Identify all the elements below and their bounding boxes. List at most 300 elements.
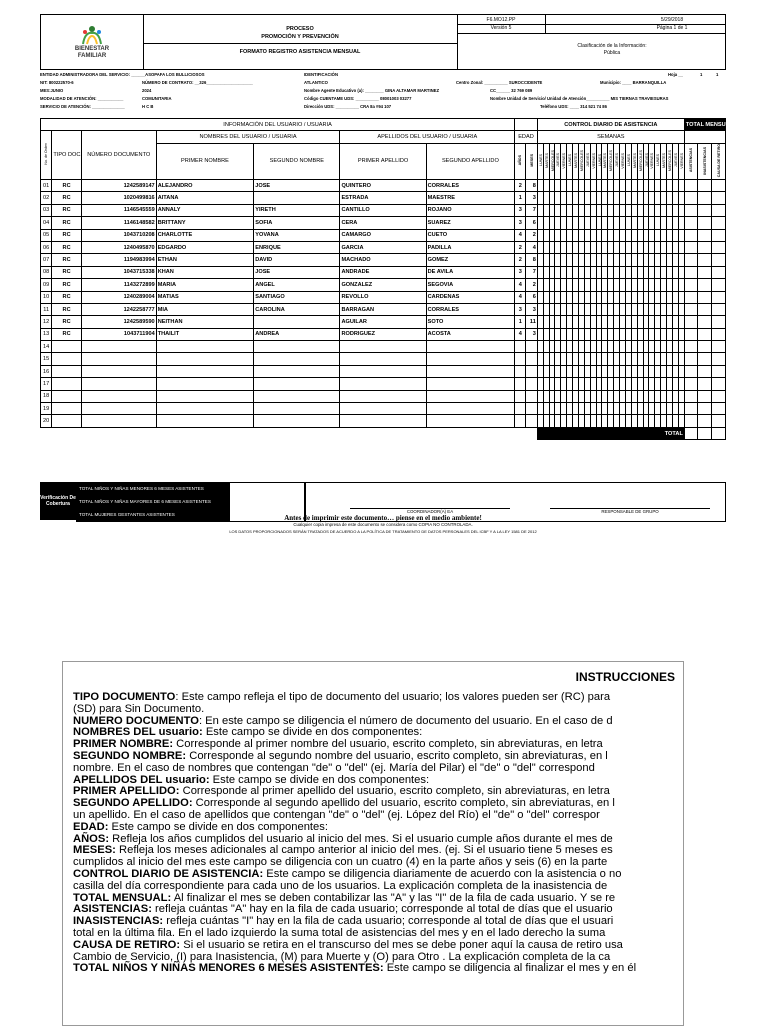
total-cell[interactable] — [684, 266, 698, 278]
second-surname[interactable] — [426, 353, 515, 365]
age-years[interactable]: 3 — [515, 303, 526, 315]
age-months[interactable]: 3 — [526, 192, 537, 204]
second-surname[interactable]: DE AVILA — [426, 266, 515, 278]
address: Dirección UDS: __________ CRA 8a #94 107 — [304, 104, 392, 109]
instruction-text: refleja cuántas "A" hay en la fila de cada usuario; corresponde al total de días que el usuario — [151, 903, 613, 916]
total-cell[interactable] — [712, 341, 726, 353]
doc-number[interactable] — [81, 341, 156, 353]
age-months[interactable]: 6 — [526, 291, 537, 303]
doc-number[interactable]: 1143272899 — [81, 279, 156, 291]
second-surname[interactable]: SEGOVIA — [426, 279, 515, 291]
second-name[interactable] — [254, 415, 340, 427]
total-cell[interactable] — [684, 365, 698, 377]
instruction-term: ASISTENCIAS: — [73, 903, 152, 916]
age-months[interactable] — [526, 353, 537, 365]
first-surname[interactable]: GARCIA — [340, 241, 426, 253]
instruction-text: Refleja los años cumplidos del usuario al inicio del mes. Si el usuario cumple años durante el mes de — [109, 832, 613, 845]
grand-total-cell[interactable] — [712, 427, 726, 439]
col-attend: ASISTENCIAS — [689, 148, 694, 173]
age-months[interactable]: 6 — [526, 217, 537, 229]
doc-type[interactable] — [52, 403, 81, 415]
row-number[interactable]: 04 — [41, 217, 52, 229]
doc-type[interactable]: RC — [52, 180, 81, 192]
second-name[interactable] — [254, 316, 340, 328]
doc-type[interactable]: RC — [52, 303, 81, 315]
total-cell[interactable] — [684, 378, 698, 390]
doc-type[interactable]: RC — [52, 328, 81, 340]
col-first-surname: PRIMER APELLIDO — [340, 143, 426, 179]
total-cell[interactable] — [712, 204, 726, 216]
second-surname[interactable]: ACOSTA — [426, 328, 515, 340]
first-surname[interactable]: REVOLLO — [340, 291, 426, 303]
first-name[interactable]: MATIAS — [156, 291, 254, 303]
total-cell[interactable] — [712, 279, 726, 291]
first-name[interactable]: KHAN — [156, 266, 254, 278]
row-number[interactable]: 09 — [41, 279, 52, 291]
table-row — [41, 303, 726, 315]
age-years[interactable] — [515, 390, 526, 402]
first-surname[interactable]: CAMARGO — [340, 229, 426, 241]
total-cell[interactable] — [684, 192, 698, 204]
age-months[interactable]: 2 — [526, 229, 537, 241]
age-years[interactable] — [515, 378, 526, 390]
instruction-term: APELLIDOS DEL usuario: — [73, 773, 210, 786]
brand-line-1: BIENESTAR — [74, 46, 110, 52]
row-number[interactable]: 15 — [41, 353, 52, 365]
second-name[interactable]: SANTIAGO — [254, 291, 340, 303]
age-years[interactable]: 2 — [515, 254, 526, 266]
row-number[interactable]: 13 — [41, 328, 52, 340]
age-months[interactable]: 3 — [526, 328, 537, 340]
attendance-form — [40, 14, 734, 534]
first-surname[interactable] — [340, 415, 426, 427]
age-years[interactable]: 2 — [515, 180, 526, 192]
municipality: Municipio: ____ BARRANQUILLA — [600, 80, 667, 85]
second-surname[interactable]: PADILLA — [426, 241, 515, 253]
age-years[interactable] — [515, 365, 526, 377]
table-row — [41, 328, 726, 340]
doc-type[interactable]: RC — [52, 241, 81, 253]
row-number[interactable]: 01 — [41, 180, 52, 192]
row-number[interactable]: 05 — [41, 229, 52, 241]
age-months[interactable]: 8 — [526, 254, 537, 266]
second-surname[interactable]: CORRALES — [426, 303, 515, 315]
instruction-term: NOMBRES DEL usuario: — [73, 726, 203, 739]
first-name[interactable] — [156, 378, 254, 390]
first-surname[interactable]: GONZALEZ — [340, 279, 426, 291]
row-number[interactable]: 03 — [41, 204, 52, 216]
total-cell[interactable] — [712, 291, 726, 303]
doc-type[interactable] — [52, 415, 81, 427]
age-years[interactable]: 4 — [515, 279, 526, 291]
total-cell[interactable] — [712, 415, 726, 427]
second-name[interactable] — [254, 403, 340, 415]
doc-type[interactable] — [52, 365, 81, 377]
doc-type[interactable]: RC — [52, 204, 81, 216]
age-months[interactable]: 7 — [526, 204, 537, 216]
second-name[interactable]: CAROLINA — [254, 303, 340, 315]
total-cell[interactable] — [684, 254, 698, 266]
total-cell[interactable] — [698, 291, 712, 303]
second-name[interactable]: DAVID — [254, 254, 340, 266]
age-years[interactable]: 3 — [515, 204, 526, 216]
second-name[interactable] — [254, 365, 340, 377]
age-years[interactable] — [515, 353, 526, 365]
age-years[interactable] — [515, 403, 526, 415]
second-name[interactable] — [254, 192, 340, 204]
doc-number[interactable] — [81, 390, 156, 402]
second-surname[interactable]: CARDENAS — [426, 291, 515, 303]
total-cell[interactable] — [684, 415, 698, 427]
row-number[interactable]: 11 — [41, 303, 52, 315]
second-surname[interactable]: CORRALES — [426, 180, 515, 192]
col-withdraw: CAUSA DE RETIRO — [716, 143, 721, 177]
age-years[interactable]: 4 — [515, 229, 526, 241]
instruction-text: Cambio de Servicio, (I) para Inasistencia, (M) para Muerte y (O) para Otro . La explicación completa de la ca — [73, 950, 611, 963]
age-years[interactable]: 2 — [515, 241, 526, 253]
doc-number[interactable]: 1240495870 — [81, 241, 156, 253]
doc-type[interactable] — [52, 341, 81, 353]
total-cell[interactable] — [712, 192, 726, 204]
second-surname[interactable] — [426, 403, 515, 415]
doc-type[interactable]: RC — [52, 229, 81, 241]
contract: NÚMERO DE CONTRATO: __326____________________ — [142, 80, 253, 85]
doc-type[interactable]: RC — [52, 291, 81, 303]
verification-label: Verificación De Cobertura — [40, 482, 76, 520]
first-surname[interactable]: AGUILAR — [340, 316, 426, 328]
second-name[interactable]: YOVANA — [254, 229, 340, 241]
age-years[interactable]: 1 — [515, 192, 526, 204]
total-cell[interactable] — [684, 241, 698, 253]
first-name[interactable]: THAILIT — [156, 328, 254, 340]
age-months[interactable] — [526, 415, 537, 427]
doc-number[interactable]: 1043710208 — [81, 229, 156, 241]
first-surname[interactable]: RODRIGUEZ — [340, 328, 426, 340]
day-header-miercoles: MIERCOLES — [668, 149, 673, 171]
age-months[interactable] — [526, 365, 537, 377]
second-name[interactable]: SOFIA — [254, 217, 340, 229]
doc-number[interactable]: 1242589147 — [81, 180, 156, 192]
day-header-jueves: JUEVES — [615, 153, 620, 168]
day-header-martes: MARTES — [603, 152, 608, 168]
surnames-header: APELLIDOS DEL USUARIO / USUARIA — [340, 131, 515, 143]
logo — [41, 15, 144, 69]
age-years[interactable]: 1 — [515, 316, 526, 328]
row-number[interactable]: 17 — [41, 378, 52, 390]
second-surname[interactable]: SUAREZ — [426, 217, 515, 229]
second-name[interactable] — [254, 390, 340, 402]
row-number[interactable]: 14 — [41, 341, 52, 353]
total-cell[interactable] — [684, 390, 698, 402]
first-surname[interactable] — [340, 353, 426, 365]
second-name[interactable]: ANDREA — [254, 328, 340, 340]
total-cell[interactable] — [712, 266, 726, 278]
age-months[interactable] — [526, 403, 537, 415]
first-name[interactable] — [156, 341, 254, 353]
total-cell[interactable] — [684, 204, 698, 216]
row-number[interactable]: 12 — [41, 316, 52, 328]
day-header-viernes: VIERNES — [679, 152, 684, 169]
total-cell[interactable] — [712, 217, 726, 229]
first-surname[interactable] — [340, 403, 426, 415]
instruction-term: NUMERO DOCUMENTO — [73, 714, 199, 727]
doc-number[interactable]: 1242589590 — [81, 316, 156, 328]
second-surname[interactable]: SOTO — [426, 316, 515, 328]
row-number[interactable]: 02 — [41, 192, 52, 204]
first-surname[interactable]: ANDRADE — [340, 266, 426, 278]
doc-type[interactable] — [52, 390, 81, 402]
first-surname[interactable]: CERA — [340, 217, 426, 229]
instruction-text: refleja cuántas "I" hay en la fila de cada usuario; corresponde al total de días que el usuari — [163, 915, 614, 928]
total-cell[interactable] — [698, 328, 712, 340]
doc-number[interactable]: 1242258777 — [81, 303, 156, 315]
doc-number[interactable]: 1146148582 — [81, 217, 156, 229]
doc-type[interactable]: RC — [52, 192, 81, 204]
total-cell[interactable] — [698, 217, 712, 229]
instruction-text: Corresponde al primer apellido del usuario, escrito completo, sin abreviaturas, en letra — [179, 785, 610, 798]
total-cell[interactable] — [712, 303, 726, 315]
first-name[interactable] — [156, 415, 254, 427]
total-cell[interactable] — [684, 303, 698, 315]
total-cell[interactable] — [698, 403, 712, 415]
total-cell[interactable] — [684, 316, 698, 328]
row-number[interactable]: 16 — [41, 365, 52, 377]
total-cell[interactable] — [712, 241, 726, 253]
total-cell[interactable] — [684, 341, 698, 353]
row-number[interactable]: 07 — [41, 254, 52, 266]
second-surname[interactable]: MAESTRE — [426, 192, 515, 204]
doc-number[interactable]: 1240289004 — [81, 291, 156, 303]
total-cell[interactable] — [698, 378, 712, 390]
total-cell[interactable] — [712, 328, 726, 340]
day-header-martes: MARTES — [574, 152, 579, 168]
col-years: AÑOS — [518, 155, 523, 166]
doc-type[interactable]: RC — [52, 279, 81, 291]
second-surname[interactable] — [426, 390, 515, 402]
process-line-1: PROCESO — [286, 26, 314, 32]
grand-total-cell[interactable] — [698, 427, 712, 439]
total-cell[interactable] — [712, 180, 726, 192]
age-years[interactable]: 3 — [515, 217, 526, 229]
age-years[interactable] — [515, 415, 526, 427]
col-second-surname: SEGUNDO APELLIDO — [426, 143, 515, 179]
first-surname[interactable]: QUINTERO — [340, 180, 426, 192]
total-cell[interactable] — [684, 180, 698, 192]
table-row — [41, 403, 726, 415]
entity: ENTIDAD ADMINISTRADORA DEL SERVICIO: ______ASOPAFA LOS BULLICIOSOS — [40, 72, 205, 77]
total-cell[interactable] — [698, 353, 712, 365]
second-name[interactable]: YIRETH — [254, 204, 340, 216]
total-cell[interactable] — [698, 180, 712, 192]
age-months[interactable] — [526, 390, 537, 402]
col-age: EDAD — [515, 131, 538, 143]
instruction-text: Este campo se divide en dos componentes: — [202, 726, 423, 739]
grand-total-cell[interactable] — [684, 427, 698, 439]
first-surname[interactable] — [340, 378, 426, 390]
doc-type[interactable] — [52, 378, 81, 390]
instruction-term: PRIMER APELLIDO: — [73, 785, 180, 798]
doc-number[interactable] — [81, 353, 156, 365]
doc-number[interactable] — [81, 415, 156, 427]
age-years[interactable]: 4 — [515, 291, 526, 303]
total-cell[interactable] — [684, 279, 698, 291]
instruction-line — [73, 963, 713, 975]
second-name[interactable] — [254, 341, 340, 353]
doc-number[interactable]: 1020499816 — [81, 192, 156, 204]
first-name[interactable]: AITANA — [156, 192, 254, 204]
second-name[interactable]: ANGEL — [254, 279, 340, 291]
second-surname[interactable] — [426, 378, 515, 390]
total-cell[interactable] — [712, 403, 726, 415]
first-surname[interactable]: CANTILLO — [340, 204, 426, 216]
second-surname[interactable]: GOMEZ — [426, 254, 515, 266]
total-label: TOTAL — [537, 427, 684, 439]
row-number[interactable]: 06 — [41, 241, 52, 253]
total-cell[interactable] — [684, 229, 698, 241]
total-cell[interactable] — [712, 229, 726, 241]
first-name[interactable] — [156, 365, 254, 377]
total-cell[interactable] — [698, 254, 712, 266]
form-page: Página 1 de 1 — [656, 25, 688, 31]
total-cell[interactable] — [698, 316, 712, 328]
first-name[interactable]: BRITTANY — [156, 217, 254, 229]
total-cell[interactable] — [698, 192, 712, 204]
second-surname[interactable]: CUETO — [426, 229, 515, 241]
first-name[interactable] — [156, 353, 254, 365]
total-cell[interactable] — [698, 204, 712, 216]
unit: Nombre Unidad de Servicio/ Unidad de Atención__________ MIS TIERNAS TRAVIESURAS — [490, 96, 669, 101]
total-cell[interactable] — [712, 316, 726, 328]
total-cell[interactable] — [698, 279, 712, 291]
doc-type[interactable] — [52, 353, 81, 365]
total-cell[interactable] — [684, 403, 698, 415]
instruction-term: MESES: — [73, 844, 116, 857]
table-row — [41, 254, 726, 266]
total-cell[interactable] — [698, 365, 712, 377]
first-surname[interactable]: MACHADO — [340, 254, 426, 266]
first-surname[interactable] — [340, 341, 426, 353]
total-cell[interactable] — [698, 341, 712, 353]
doc-number[interactable]: 1194983994 — [81, 254, 156, 266]
second-surname[interactable] — [426, 341, 515, 353]
second-name[interactable] — [254, 353, 340, 365]
first-name[interactable]: MIA — [156, 303, 254, 315]
first-surname[interactable] — [340, 390, 426, 402]
total-cell[interactable] — [684, 291, 698, 303]
total-cell[interactable] — [684, 328, 698, 340]
second-name[interactable] — [254, 378, 340, 390]
instruction-text: Corresponde al primer nombre del usuario, escrito completo, sin abreviaturas, en letra — [173, 738, 603, 751]
day-header-jueves: JUEVES — [556, 153, 561, 168]
doc-number[interactable] — [81, 365, 156, 377]
doc-type[interactable]: RC — [52, 266, 81, 278]
total-cell[interactable] — [698, 415, 712, 427]
total-cell[interactable] — [712, 353, 726, 365]
first-surname[interactable] — [340, 365, 426, 377]
day-header-lunes: LUNES — [568, 154, 573, 167]
second-surname[interactable] — [426, 365, 515, 377]
total-cell[interactable] — [698, 303, 712, 315]
doc-number[interactable] — [81, 378, 156, 390]
row-number[interactable]: 10 — [41, 291, 52, 303]
total-cell[interactable] — [684, 217, 698, 229]
total-cell[interactable] — [712, 365, 726, 377]
first-name[interactable]: NEITHAN — [156, 316, 254, 328]
second-surname[interactable]: ROJANO — [426, 204, 515, 216]
first-name[interactable]: CHARLOTTE — [156, 229, 254, 241]
instruction-text: total en la última fila. En el lado izquierdo la suma total de asistencias del mes y en el lado derecho la suma — [73, 926, 606, 939]
age-months[interactable]: 4 — [526, 241, 537, 253]
row-number[interactable]: 20 — [41, 415, 52, 427]
total-cell[interactable] — [698, 229, 712, 241]
instruction-text: cumplidos al inicio del mes este campo se diligencia con un cuatro (4) en la parte años y seis (6) en la parte — [73, 856, 608, 869]
age-years[interactable] — [515, 341, 526, 353]
age-months[interactable]: 2 — [526, 279, 537, 291]
doc-number[interactable]: 1043711904 — [81, 328, 156, 340]
col-no: No. de Orden — [44, 143, 49, 165]
age-months[interactable]: 11 — [526, 316, 537, 328]
first-surname[interactable]: ESTRADA — [340, 192, 426, 204]
first-surname[interactable]: BARRAGAN — [340, 303, 426, 315]
second-name[interactable]: JOSE — [254, 266, 340, 278]
verif-line-2: TOTAL NIÑOS Y NIÑAS MAYORES DE 6 MESES ASISTENTES — [76, 495, 230, 509]
total-cell[interactable] — [684, 353, 698, 365]
first-name[interactable]: ANNALY — [156, 204, 254, 216]
age-months[interactable] — [526, 341, 537, 353]
modality: MODALIDAD DE ATENCIÓN: ___________ — [40, 96, 124, 101]
age-years[interactable]: 4 — [515, 328, 526, 340]
second-name[interactable]: ENRIQUE — [254, 241, 340, 253]
age-months[interactable]: 3 — [526, 303, 537, 315]
info-header: INFORMACIÓN DEL USUARIO / USUARIA — [41, 119, 515, 131]
first-name[interactable] — [156, 390, 254, 402]
first-name[interactable]: ETHAN — [156, 254, 254, 266]
doc-type[interactable]: RC — [52, 254, 81, 266]
row-number[interactable]: 08 — [41, 266, 52, 278]
cc: CC______ 32 769 089 — [490, 88, 533, 93]
table-row — [41, 279, 726, 291]
sheet-label: Hoja __ — [668, 72, 683, 77]
age-months[interactable]: 8 — [526, 180, 537, 192]
second-surname[interactable] — [426, 415, 515, 427]
doc-type[interactable]: RC — [52, 316, 81, 328]
total-cell[interactable] — [712, 254, 726, 266]
doc-number[interactable]: 1043715338 — [81, 266, 156, 278]
row-number[interactable]: 19 — [41, 403, 52, 415]
age-months[interactable] — [526, 378, 537, 390]
total-cell[interactable] — [712, 390, 726, 402]
age-months[interactable]: 7 — [526, 266, 537, 278]
table-row — [41, 229, 726, 241]
doc-type[interactable]: RC — [52, 217, 81, 229]
age-years[interactable]: 3 — [515, 266, 526, 278]
form-metadata — [40, 70, 726, 124]
table-row — [41, 341, 726, 353]
second-name[interactable]: JOSE — [254, 180, 340, 192]
first-name[interactable]: MARIA — [156, 279, 254, 291]
first-name[interactable]: EDGARDO — [156, 241, 254, 253]
instruction-term: SEGUNDO APELLIDO: — [73, 797, 193, 810]
first-name[interactable] — [156, 403, 254, 415]
total-cell[interactable] — [698, 390, 712, 402]
row-number[interactable]: 18 — [41, 390, 52, 402]
first-name[interactable]: ALEJANDRO — [156, 180, 254, 192]
doc-number[interactable] — [81, 403, 156, 415]
total-cell[interactable] — [712, 378, 726, 390]
doc-number[interactable]: 1146545559 — [81, 204, 156, 216]
total-cell[interactable] — [698, 266, 712, 278]
total-cell[interactable] — [698, 241, 712, 253]
